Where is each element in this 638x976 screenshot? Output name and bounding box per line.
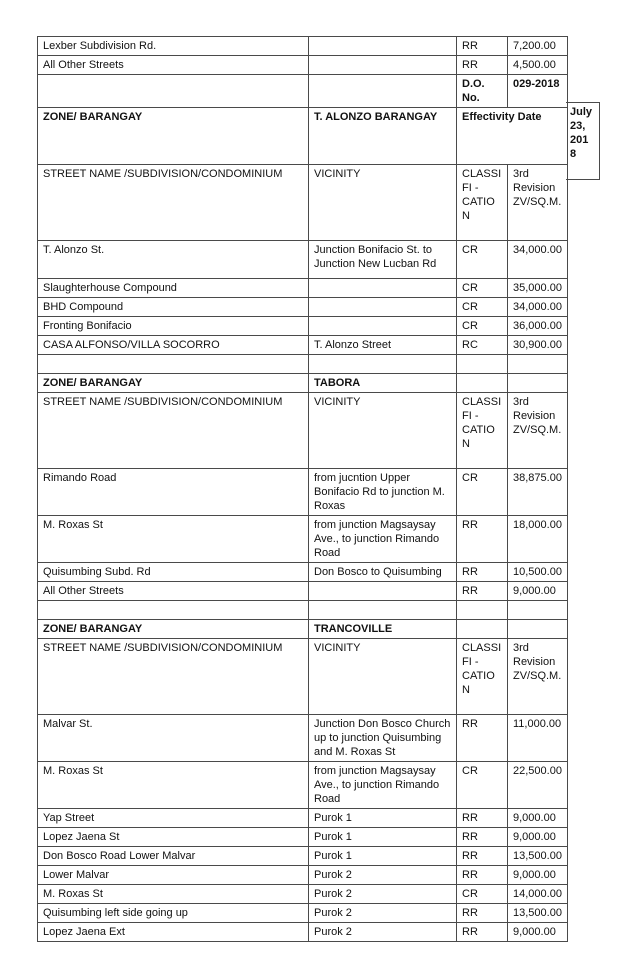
table-row — [38, 516, 568, 563]
table-cell: Purok 2 — [309, 904, 457, 923]
table-cell: T. Alonzo Street — [309, 336, 457, 355]
table-cell: 3rd Revision ZV/SQ.M. — [508, 165, 568, 241]
table-cell: Purok 1 — [309, 847, 457, 866]
table-cell: STREET NAME /SUBDIVISION/CONDOMINIUM — [38, 165, 309, 241]
table-row — [38, 762, 568, 809]
table-row — [38, 582, 568, 601]
table-cell: Lexber Subdivision Rd. — [38, 37, 309, 56]
table-cell: RR — [457, 923, 508, 942]
table-row — [38, 828, 568, 847]
table-cell: Slaughterhouse Compound — [38, 279, 309, 298]
table-cell: Yap Street — [38, 809, 309, 828]
table-cell: 11,000.00 — [508, 715, 568, 762]
table-cell — [508, 620, 568, 639]
table-cell: 10,500.00 — [508, 563, 568, 582]
table-cell: 7,200.00 — [508, 37, 568, 56]
table-cell: 38,875.00 — [508, 469, 568, 516]
table-cell: CR — [457, 241, 508, 279]
table-cell: 13,500.00 — [508, 904, 568, 923]
table-row — [38, 241, 568, 279]
table-row — [38, 56, 568, 75]
table-cell: RC — [457, 336, 508, 355]
table-cell: RR — [457, 563, 508, 582]
table-cell: CASA ALFONSO/VILLA SOCORRO — [38, 336, 309, 355]
table-cell: RR — [457, 582, 508, 601]
table-cell: CLASSIFI -CATION — [457, 639, 508, 715]
table-cell: 13,500.00 — [508, 847, 568, 866]
table-cell — [309, 355, 457, 374]
table-cell: T. Alonzo St. — [38, 241, 309, 279]
table-cell: STREET NAME /SUBDIVISION/CONDOMINIUM — [38, 639, 309, 715]
table-cell: 9,000.00 — [508, 828, 568, 847]
table-cell: Purok 2 — [309, 866, 457, 885]
table-cell — [309, 56, 457, 75]
zonal-value-table — [37, 36, 568, 942]
table-row — [38, 923, 568, 942]
table-row — [38, 165, 568, 241]
table-row — [38, 847, 568, 866]
table-cell: 3rd Revision ZV/SQ.M. — [508, 393, 568, 469]
table-cell: 9,000.00 — [508, 809, 568, 828]
table-cell — [457, 601, 508, 620]
table-cell: Quisumbing left side going up — [38, 904, 309, 923]
table-cell: 36,000.00 — [508, 317, 568, 336]
table-cell — [309, 317, 457, 336]
table-row — [38, 317, 568, 336]
table-cell: ZONE/ BARANGAY — [38, 108, 309, 165]
table-row — [38, 355, 568, 374]
table-cell: 9,000.00 — [508, 923, 568, 942]
table-cell: RR — [457, 847, 508, 866]
table-row — [38, 866, 568, 885]
table-cell: Purok 2 — [309, 923, 457, 942]
table-cell: 34,000.00 — [508, 298, 568, 317]
table-cell: Junction Bonifacio St. to Junction New Lucban Rd — [309, 241, 457, 279]
table-cell — [309, 582, 457, 601]
table-cell: RR — [457, 56, 508, 75]
table-cell — [508, 601, 568, 620]
table-row — [38, 75, 568, 108]
table-cell: CR — [457, 885, 508, 904]
table-cell: Purok 1 — [309, 809, 457, 828]
table-row — [38, 108, 568, 165]
table-row — [38, 563, 568, 582]
table-cell: 14,000.00 — [508, 885, 568, 904]
table-cell: 30,900.00 — [508, 336, 568, 355]
table-cell: Purok 2 — [309, 885, 457, 904]
table-cell — [508, 355, 568, 374]
table-cell: 3rd Revision ZV/SQ.M. — [508, 639, 568, 715]
table-cell: TABORA — [309, 374, 457, 393]
table-cell: 35,000.00 — [508, 279, 568, 298]
table-cell: Don Bosco to Quisumbing — [309, 563, 457, 582]
table-cell: ZONE/ BARANGAY — [38, 620, 309, 639]
table-cell: 18,000.00 — [508, 516, 568, 563]
table-cell: Quisumbing Subd. Rd — [38, 563, 309, 582]
table-cell: All Other Streets — [38, 582, 309, 601]
table-cell: M. Roxas St — [38, 762, 309, 809]
table-cell: T. ALONZO BARANGAY — [309, 108, 457, 165]
table-cell: Rimando Road — [38, 469, 309, 516]
table-cell: BHD Compound — [38, 298, 309, 317]
table-cell — [457, 355, 508, 374]
table-cell: 9,000.00 — [508, 582, 568, 601]
table-row — [38, 469, 568, 516]
table-cell: CR — [457, 279, 508, 298]
table-cell — [309, 298, 457, 317]
table-cell — [38, 75, 309, 108]
table-cell: 4,500.00 — [508, 56, 568, 75]
table-cell — [38, 601, 309, 620]
table-cell: CR — [457, 298, 508, 317]
table-cell: ZONE/ BARANGAY — [38, 374, 309, 393]
table-cell: CR — [457, 469, 508, 516]
table-cell — [309, 279, 457, 298]
table-cell — [38, 355, 309, 374]
table-cell: M. Roxas St — [38, 516, 309, 563]
table-cell: Lopez Jaena St — [38, 828, 309, 847]
table-cell — [457, 620, 508, 639]
table-cell: TRANCOVILLE — [309, 620, 457, 639]
table-cell — [309, 75, 457, 108]
table-cell: 22,500.00 — [508, 762, 568, 809]
table-cell: from junction Magsaysay Ave., to junction Rimando Road — [309, 516, 457, 563]
table-cell: CR — [457, 762, 508, 809]
table-cell: D.O. No. — [457, 75, 508, 108]
table-cell: 029-2018 — [508, 75, 568, 108]
table-cell: 34,000.00 — [508, 241, 568, 279]
table-cell: RR — [457, 715, 508, 762]
table-cell: from jucntion Upper Bonifacio Rd to junction M. Roxas — [309, 469, 457, 516]
table-cell: RR — [457, 516, 508, 563]
table-cell: Effectivity Date — [457, 108, 568, 165]
table-cell: VICINITY — [309, 639, 457, 715]
table-row — [38, 374, 568, 393]
table-cell — [309, 37, 457, 56]
table-cell: CR — [457, 317, 508, 336]
table-cell: RR — [457, 828, 508, 847]
table-cell: Purok 1 — [309, 828, 457, 847]
table-cell: RR — [457, 37, 508, 56]
table-row — [38, 298, 568, 317]
table-cell: Junction Don Bosco Church up to junction Quisumbing and M. Roxas St — [309, 715, 457, 762]
table-cell: Don Bosco Road Lower Malvar — [38, 847, 309, 866]
table-row — [38, 715, 568, 762]
table-cell: 9,000.00 — [508, 866, 568, 885]
table-row — [38, 601, 568, 620]
table-row — [38, 620, 568, 639]
table-cell: Lopez Jaena Ext — [38, 923, 309, 942]
table-cell: CLASSIFI -CATION — [457, 393, 508, 469]
table-row — [38, 279, 568, 298]
table-cell: RR — [457, 904, 508, 923]
table-row — [38, 393, 568, 469]
table-row — [38, 809, 568, 828]
table-cell — [508, 374, 568, 393]
table-cell: M. Roxas St — [38, 885, 309, 904]
table-cell: Lower Malvar — [38, 866, 309, 885]
table-row — [38, 904, 568, 923]
table-row — [38, 336, 568, 355]
table-cell — [309, 601, 457, 620]
table-row — [38, 639, 568, 715]
table-cell: STREET NAME /SUBDIVISION/CONDOMINIUM — [38, 393, 309, 469]
table-cell: VICINITY — [309, 393, 457, 469]
table-row — [38, 885, 568, 904]
effectivity-date-value: July 23, 201 8 — [566, 102, 600, 180]
table-row — [38, 37, 568, 56]
table-cell: Malvar St. — [38, 715, 309, 762]
table-cell: VICINITY — [309, 165, 457, 241]
table-cell: Fronting Bonifacio — [38, 317, 309, 336]
table-cell: from junction Magsaysay Ave., to junction Rimando Road — [309, 762, 457, 809]
table-cell — [457, 374, 508, 393]
table-cell: RR — [457, 866, 508, 885]
table-cell: RR — [457, 809, 508, 828]
table-cell: CLASSIFI -CATION — [457, 165, 508, 241]
table-cell: All Other Streets — [38, 56, 309, 75]
